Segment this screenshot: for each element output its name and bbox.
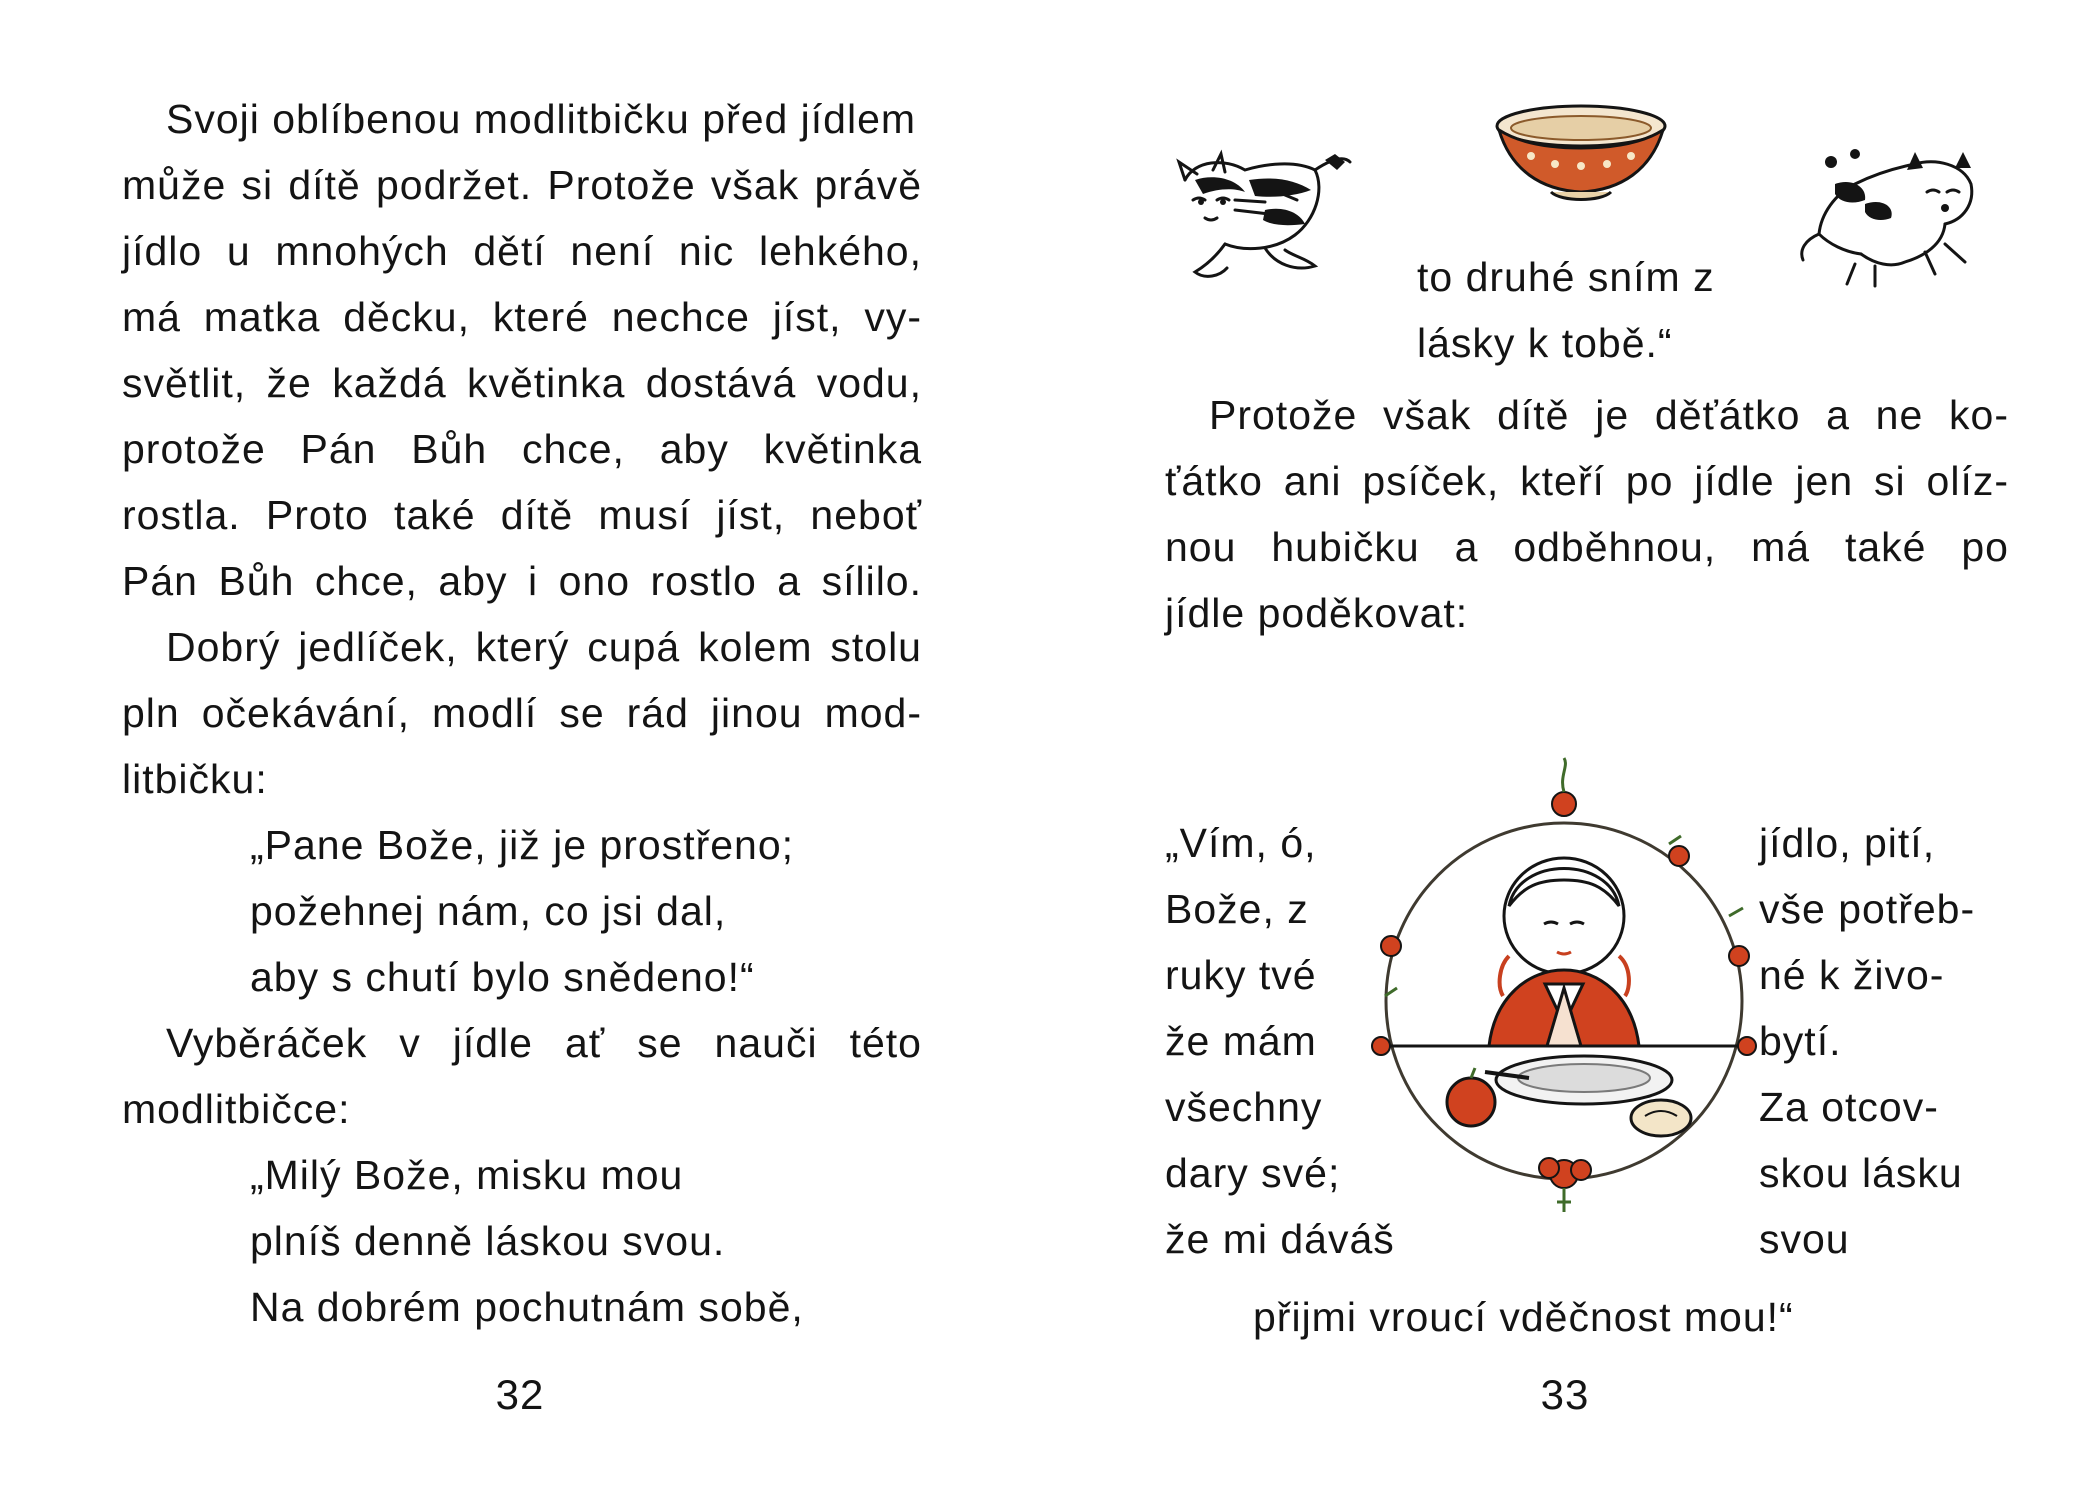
text-line: Vyběráček v jídle ať se nauči této bbox=[166, 1020, 922, 1066]
child-praying-wreath-icon bbox=[1369, 756, 1759, 1236]
prayer-line: aby s chutí bylo snědeno!“ bbox=[250, 954, 755, 1000]
prayer-line: Na dobrém pochutnám sobě, bbox=[250, 1284, 804, 1330]
text-line: Dobrý jedlíček, který cupá kolem stolu bbox=[166, 624, 922, 670]
prayer-line: že mám bbox=[1165, 1018, 1317, 1064]
page-number: 32 bbox=[495, 1371, 545, 1418]
prayer-line: bytí. bbox=[1759, 1018, 1842, 1064]
text-line: modlitbičce: bbox=[122, 1086, 351, 1132]
text-line: pln očekávání, modlí se rád jinou mod- bbox=[122, 690, 922, 736]
text-line: Svoji oblíbenou modlitbičku před jídlem bbox=[166, 96, 917, 142]
text-line: jídle poděkovat: bbox=[1165, 590, 1469, 636]
prayer-line: že mi dáváš bbox=[1165, 1216, 1395, 1262]
cat-icon bbox=[1165, 140, 1355, 300]
right-page bbox=[1039, 0, 2078, 1500]
prayer-line: „Milý Bože, misku mou bbox=[250, 1152, 684, 1198]
text-line: lásky k tobě.“ bbox=[1417, 320, 1673, 366]
text-line: ťátko ani psíček, kteří po jídle jen si olíz- bbox=[1165, 458, 2009, 504]
text-line: to druhé sním z bbox=[1417, 254, 1715, 300]
text-line: Pán Bůh chce, aby i ono rostlo a sílilo. bbox=[122, 558, 922, 604]
text-line: Protože však dítě je děťátko a ne ko- bbox=[1209, 392, 2009, 438]
text-line: litbičku: bbox=[122, 756, 268, 802]
prayer-closing-line: přijmi vroucí vděčnost mou!“ bbox=[1253, 1294, 1794, 1340]
prayer-line: jídlo, pití, bbox=[1759, 820, 1936, 866]
prayer-line: dary své; bbox=[1165, 1150, 1341, 1196]
prayer-line: plníš denně láskou svou. bbox=[250, 1218, 726, 1264]
text-line: nou hubičku a odběhnou, má také po bbox=[1165, 524, 2009, 570]
text-line: světlit, že každá květinka dostává vodu, bbox=[122, 360, 922, 406]
prayer-line: všechny bbox=[1165, 1084, 1323, 1130]
prayer-line: skou lásku bbox=[1759, 1150, 1963, 1196]
prayer-line: Za otcov- bbox=[1759, 1084, 1939, 1130]
prayer-line: „Pane Bože, již je prostřeno; bbox=[250, 822, 795, 868]
text-line: může si dítě podržet. Protože však právě bbox=[122, 162, 922, 208]
bowl-icon bbox=[1491, 100, 1671, 210]
prayer-line: vše potřeb- bbox=[1759, 886, 1976, 932]
prayer-line: svou bbox=[1759, 1216, 1850, 1262]
prayer-line: né k živo- bbox=[1759, 952, 1945, 998]
page-number: 33 bbox=[1540, 1371, 1590, 1418]
prayer-line: Bože, z bbox=[1165, 886, 1309, 932]
prayer-line: ruky tvé bbox=[1165, 952, 1317, 998]
puppy-icon bbox=[1795, 134, 1985, 294]
text-line: jídlo u mnohých dětí není nic lehkého, bbox=[122, 228, 922, 274]
text-line: protože Pán Bůh chce, aby květinka bbox=[122, 426, 922, 472]
text-line: rostla. Proto také dítě musí jíst, neboť bbox=[122, 492, 922, 538]
text-line: má matka děcku, které nechce jíst, vy- bbox=[122, 294, 922, 340]
prayer-line: „Vím, ó, bbox=[1165, 820, 1317, 866]
prayer-line: požehnej nám, co jsi dal, bbox=[250, 888, 727, 934]
